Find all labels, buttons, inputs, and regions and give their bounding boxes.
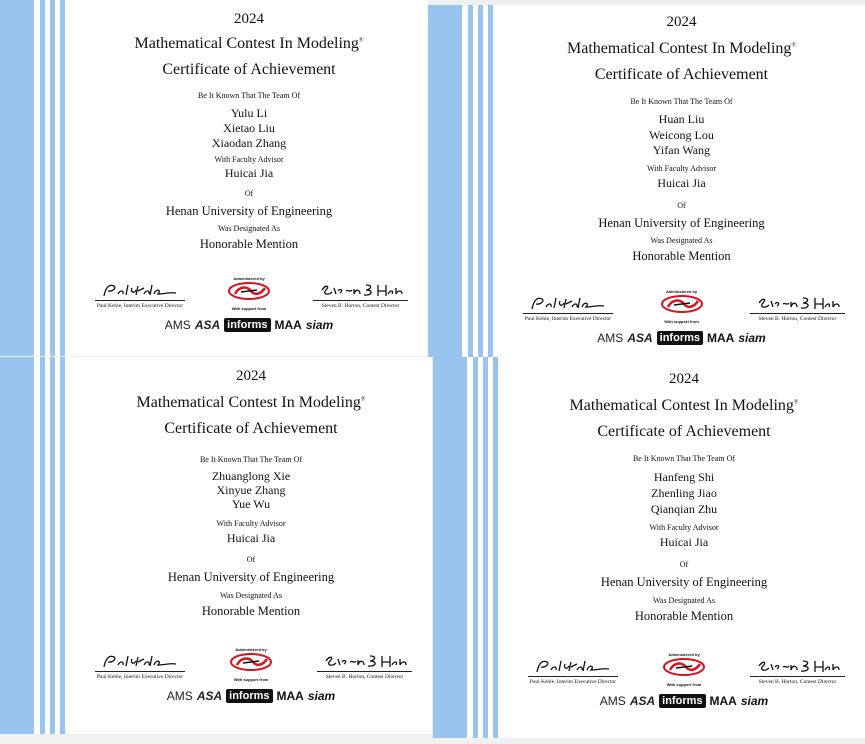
border-stripe xyxy=(0,357,34,734)
contest-director-signature-block xyxy=(750,658,845,685)
border-stripe xyxy=(0,0,34,356)
contest-director-caption: Steven B. Horton, Contest Director xyxy=(758,679,837,685)
certificate xyxy=(0,0,428,356)
advisor-label: With Faculty Advisor xyxy=(646,164,716,173)
contest-director-signature xyxy=(750,658,845,677)
executive-director-signature xyxy=(95,653,185,672)
of-label: Of xyxy=(244,189,254,198)
decorative-border-stripes xyxy=(0,0,70,356)
certificate-year: 2024 xyxy=(234,11,264,27)
contest-name-line xyxy=(503,398,865,414)
team-member-name: Zhenling Jiao xyxy=(651,486,717,500)
certificate-content xyxy=(70,357,432,734)
university-name: Henan University of Engineering xyxy=(167,570,335,584)
border-stripe xyxy=(483,357,488,738)
registered-mark: ® xyxy=(360,396,366,403)
contest-director-signature xyxy=(313,282,408,301)
registered-mark: ® xyxy=(358,37,364,44)
administered-by-label: Administered by xyxy=(668,652,700,657)
team-member-name: Yulu Li xyxy=(230,106,268,120)
certificate xyxy=(428,5,865,357)
contest-director-signature-block xyxy=(750,295,845,322)
ams-logo: AMS xyxy=(164,317,191,332)
designation-label: Was Designated As xyxy=(217,224,280,233)
asa-logo: ASA xyxy=(627,330,653,345)
informs-logo: informs xyxy=(226,689,272,703)
siam-logo: siam xyxy=(307,688,336,703)
executive-director-signature-block xyxy=(528,658,618,685)
contest-director-signature-block xyxy=(313,282,408,309)
contest-name-line xyxy=(498,41,865,57)
border-stripe xyxy=(60,357,65,734)
maa-logo: MAA xyxy=(276,688,304,703)
certificate-year: 2024 xyxy=(236,368,266,384)
administered-by-label: Administered by xyxy=(665,289,698,294)
certificate-content xyxy=(70,0,428,356)
contest-director-caption: Steven B. Horton, Contest Director xyxy=(325,674,404,680)
award-title: Honorable Mention xyxy=(199,237,299,251)
team-member-name: Xiaodan Zhang xyxy=(211,136,287,150)
executive-director-signature xyxy=(523,295,613,314)
certificate xyxy=(0,357,432,734)
university-name: Henan University of Engineering xyxy=(600,575,768,589)
executive-director-signature xyxy=(95,282,185,301)
comap-logo-icon xyxy=(652,295,712,318)
maa-logo: MAA xyxy=(707,330,735,345)
ams-logo: AMS xyxy=(166,688,193,703)
comap-logo-icon xyxy=(221,653,281,676)
team-member-name: Hanfeng Shi xyxy=(653,470,715,484)
sponsor-logos xyxy=(503,692,865,710)
border-stripe xyxy=(60,0,65,356)
sponsor-logos xyxy=(70,687,432,705)
with-support-label: With support from xyxy=(233,677,269,682)
comap-seal xyxy=(221,647,281,682)
contest-director-caption: Steven B. Horton, Contest Director xyxy=(321,303,400,309)
certificate-footer xyxy=(503,652,865,728)
contest-director-caption: Steven B. Horton, Contest Director xyxy=(758,316,837,322)
border-stripe xyxy=(473,357,478,738)
certificate-content xyxy=(498,5,865,357)
certificate-title: Certificate of Achievement xyxy=(597,423,771,440)
maa-logo: MAA xyxy=(274,317,302,332)
certificate-footer xyxy=(70,647,432,723)
designation-label: Was Designated As xyxy=(652,596,715,605)
border-stripe xyxy=(428,5,462,357)
team-intro-label: Be It Known That The Team Of xyxy=(197,91,301,100)
informs-logo: informs xyxy=(224,318,270,332)
executive-director-signature-block xyxy=(95,653,185,680)
asa-logo: ASA xyxy=(629,693,656,708)
advisor-label: With Faculty Advisor xyxy=(216,519,286,528)
administered-by-label: Administered by xyxy=(235,647,267,652)
team-member-name: Xietao Liu xyxy=(223,121,275,135)
with-support-label: With support from xyxy=(231,306,267,311)
certificate xyxy=(433,357,865,738)
with-support-label: With support from xyxy=(664,319,699,324)
border-stripe xyxy=(478,5,483,357)
certificate-year: 2024 xyxy=(666,14,697,30)
team-member-name: Huan Liu xyxy=(658,112,705,126)
comap-logo-icon xyxy=(219,282,279,305)
registered-mark: ® xyxy=(791,42,796,49)
executive-director-caption: Paul Kehle, Interim Executive Director xyxy=(96,303,184,309)
decorative-border-stripes xyxy=(0,357,70,734)
sponsor-logos xyxy=(498,329,865,347)
team-intro-label: Be It Known That The Team Of xyxy=(630,97,733,106)
siam-logo: siam xyxy=(305,317,334,332)
team-member-name: Yue Wu xyxy=(231,497,271,511)
border-stripe xyxy=(40,0,45,356)
contest-name: Mathematical Contest In Modeling xyxy=(569,397,794,414)
border-stripe xyxy=(433,357,467,738)
of-label: Of xyxy=(246,555,256,564)
executive-director-signature-block xyxy=(95,282,185,309)
team-member-name: Zhuanglong Xie xyxy=(211,469,291,483)
certificate-content xyxy=(503,357,865,738)
ams-logo: AMS xyxy=(599,693,626,708)
team-intro-label: Be It Known That The Team Of xyxy=(632,454,736,463)
contest-name-line xyxy=(70,395,432,411)
comap-seal xyxy=(654,652,714,687)
team-intro-label: Be It Known That The Team Of xyxy=(199,455,303,464)
executive-director-caption: Paul Kehle, Interim Executive Director xyxy=(524,316,612,322)
team-member-name: Xinyue Zhang xyxy=(216,483,286,497)
of-label: Of xyxy=(677,201,686,210)
border-stripe xyxy=(40,357,45,734)
decorative-border-stripes xyxy=(428,5,498,357)
team-member-name: Weicong Lou xyxy=(649,128,714,142)
award-title: Honorable Mention xyxy=(634,609,734,623)
asa-logo: ASA xyxy=(194,317,221,332)
decorative-border-stripes xyxy=(433,357,503,738)
comap-seal xyxy=(652,289,712,324)
border-stripe xyxy=(493,357,498,738)
advisor-label: With Faculty Advisor xyxy=(649,523,719,532)
contest-director-signature xyxy=(750,295,845,314)
contest-name-line xyxy=(70,36,428,52)
comap-logo-icon xyxy=(654,658,714,681)
certificate-footer xyxy=(70,276,428,352)
award-title: Honorable Mention xyxy=(201,604,301,618)
team-member-name: Yifan Wang xyxy=(652,143,711,157)
with-support-label: With support from xyxy=(666,682,702,687)
maa-logo: MAA xyxy=(709,693,737,708)
certificate-title: Certificate of Achievement xyxy=(162,61,336,78)
contest-name: Mathematical Contest In Modeling xyxy=(136,394,361,411)
certificate-year: 2024 xyxy=(669,371,699,387)
border-stripe xyxy=(468,5,473,357)
university-name: Henan University of Engineering xyxy=(598,216,765,230)
of-label: Of xyxy=(679,560,689,569)
advisor-name: Huicai Jia xyxy=(226,531,276,545)
contest-name: Mathematical Contest In Modeling xyxy=(567,40,792,57)
informs-logo: informs xyxy=(659,694,705,708)
university-name: Henan University of Engineering xyxy=(165,204,333,218)
border-stripe xyxy=(50,0,55,356)
sponsor-logos xyxy=(70,316,428,334)
informs-logo: informs xyxy=(657,331,703,345)
comap-seal xyxy=(219,276,279,311)
asa-logo: ASA xyxy=(196,688,223,703)
contest-director-signature xyxy=(317,653,412,672)
certificate-title: Certificate of Achievement xyxy=(164,420,338,437)
contest-director-signature-block xyxy=(317,653,412,680)
ams-logo: AMS xyxy=(597,330,624,345)
siam-logo: siam xyxy=(740,693,769,708)
executive-director-signature-block xyxy=(523,295,613,322)
award-title: Honorable Mention xyxy=(632,249,731,263)
border-stripe xyxy=(50,357,55,734)
contest-name: Mathematical Contest In Modeling xyxy=(134,35,359,52)
executive-director-signature xyxy=(528,658,618,677)
advisor-name: Huicai Jia xyxy=(224,166,274,180)
certificate-title: Certificate of Achievement xyxy=(594,66,769,83)
advisor-name: Huicai Jia xyxy=(659,535,709,549)
advisor-label: With Faculty Advisor xyxy=(214,155,284,164)
designation-label: Was Designated As xyxy=(219,591,282,600)
team-member-name: Qianqian Zhu xyxy=(650,502,718,516)
advisor-name: Huicai Jia xyxy=(657,176,706,190)
executive-director-caption: Paul Kehle, Interim Executive Director xyxy=(529,679,617,685)
designation-label: Was Designated As xyxy=(650,236,713,245)
siam-logo: siam xyxy=(738,330,766,345)
executive-director-caption: Paul Kehle, Interim Executive Director xyxy=(96,674,184,680)
registered-mark: ® xyxy=(793,399,799,406)
administered-by-label: Administered by xyxy=(233,276,265,281)
certificate-footer xyxy=(498,289,865,357)
border-stripe xyxy=(488,5,493,357)
